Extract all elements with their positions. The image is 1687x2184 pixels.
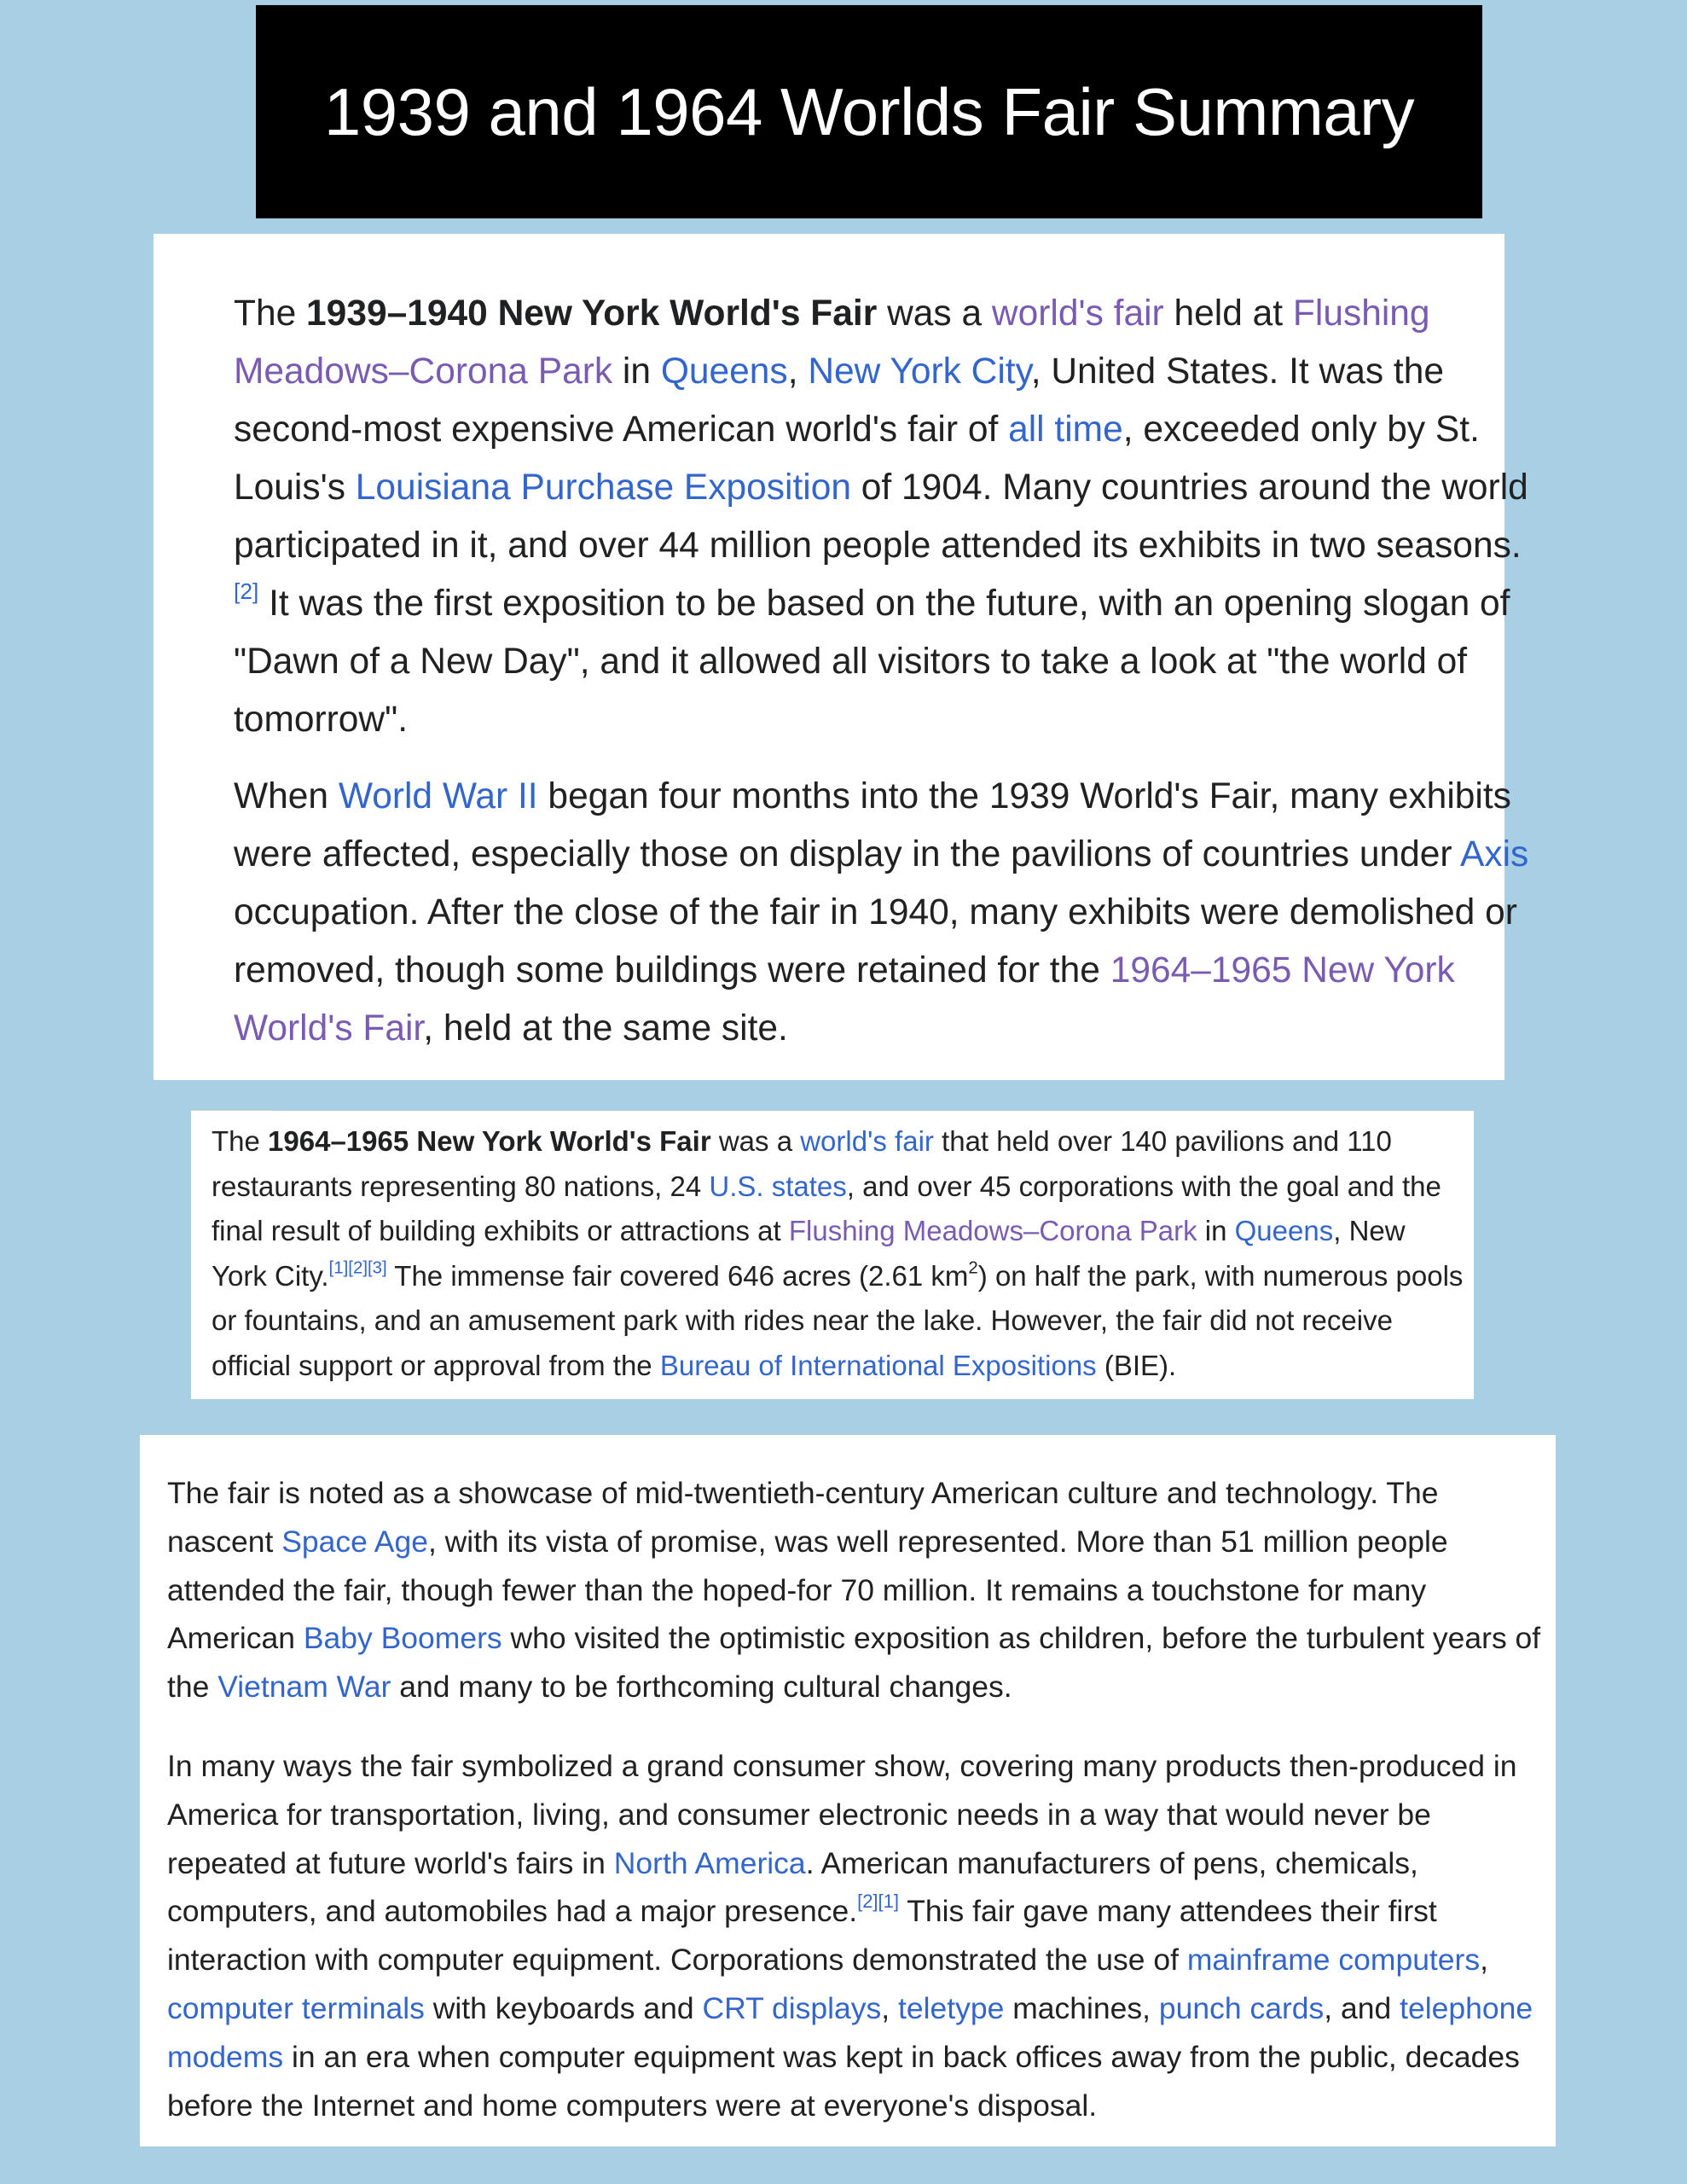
text: held at — [1163, 293, 1293, 334]
link-axis[interactable]: Axis — [1460, 834, 1529, 874]
link-flushing-meadows[interactable]: Flushing Meadows–Corona Park — [234, 293, 1430, 392]
text: began four months into the 1939 World's Fair, many exhibits were affected, especially those on display in the pavilions of countries under — [234, 776, 1511, 874]
text: and many to be forthcoming cultural changes. — [391, 1670, 1012, 1705]
link-worlds-fair[interactable]: world's fair — [800, 1125, 934, 1157]
link-worlds-fair[interactable]: world's fair — [991, 293, 1164, 334]
link-teletype[interactable]: teletype — [898, 1990, 1005, 2025]
citation-link[interactable]: [2][1] — [857, 1891, 899, 1913]
text: (BIE). — [1096, 1349, 1177, 1381]
legacy-paragraph-1 — [167, 1469, 1549, 1711]
text: The fair is noted as a showcase of mid-twentieth-century American culture and technology. The nascent — [167, 1476, 1439, 1559]
text: . American manufacturers of pens, chemicals, computers, and automobiles had a major presence. — [167, 1845, 1418, 1929]
citation — [234, 578, 258, 604]
text: was a — [877, 293, 992, 334]
citation-link[interactable]: [1][2][3] — [328, 1257, 387, 1277]
link-1964-fair[interactable]: 1964–1965 New York World's Fair — [234, 950, 1455, 1048]
text: , — [881, 1990, 898, 2025]
text: , exceeded only by St. Louis's — [234, 410, 1480, 508]
citation — [857, 1891, 899, 1913]
link-queens[interactable]: Queens — [660, 351, 788, 392]
title-banner — [256, 5, 1482, 218]
text: When — [234, 776, 339, 816]
text: The immense fair covered 646 acres (2.61 km — [386, 1259, 969, 1292]
page-title: 1939 and 1964 Worlds Fair Summary — [323, 73, 1415, 149]
link-vietnam-war[interactable]: Vietnam War — [217, 1670, 391, 1705]
link-crt-displays[interactable]: CRT displays — [702, 1990, 882, 2025]
link-computer-terminals[interactable]: computer terminals — [167, 1990, 425, 2025]
legacy-panel — [140, 1435, 1556, 2146]
link-bie[interactable]: Bureau of International Expositions — [659, 1349, 1097, 1381]
bold-title: 1939–1940 New York World's Fair — [306, 293, 878, 334]
fair-1964-panel — [191, 1111, 1474, 1399]
text: , New York City. — [212, 1215, 1406, 1292]
text: , United States. It was the second-most expensive American world's fair of — [234, 351, 1444, 450]
text: The — [212, 1125, 269, 1157]
text: that held over 140 pavilions and 110 restaurants representing 80 nations, 24 — [212, 1125, 1392, 1202]
text: This fair gave many attendees their first interaction with computer equipment. Corporations demonstrated the use of — [167, 1894, 1437, 1978]
link-all-time[interactable]: all time — [1008, 410, 1123, 450]
text: , — [1480, 1943, 1488, 1978]
link-us-states[interactable]: U.S. states — [709, 1170, 847, 1202]
text: , and over 45 corporations with the goal and the final result of building exhibits or attractions at — [212, 1170, 1441, 1246]
link-telephone-modems[interactable]: telephone modems — [167, 1990, 1533, 2074]
text: machines, — [1004, 1990, 1159, 2025]
text: in — [612, 351, 661, 392]
fair-1939-paragraph-1 — [234, 285, 1530, 749]
link-flushing-meadows[interactable]: Flushing Meadows–Corona Park — [788, 1215, 1197, 1246]
text: who visited the optimistic exposition as children, before the turbulent years of the — [167, 1621, 1541, 1705]
fair-1939-paragraph-2 — [234, 768, 1530, 1058]
link-punch-cards[interactable]: punch cards — [1158, 1990, 1325, 2025]
text: In many ways the fair symbolized a grand consumer show, covering many products then-produced in America for transportation, living, and consumer electronic needs in a way that would never be repeated at future world's fairs in — [167, 1748, 1517, 1880]
text: , with its vista of promise, was well represented. More than 51 million people attended the fair, though fewer than the hoped-for 70 million. It remains a touchstone for many American — [167, 1524, 1448, 1656]
link-queens[interactable]: Queens — [1234, 1215, 1334, 1246]
text: , — [787, 351, 809, 392]
citation-link[interactable]: [2] — [234, 578, 259, 605]
link-louisiana-purchase[interactable]: Louisiana Purchase Exposition — [355, 468, 851, 508]
legacy-paragraph-2 — [167, 1742, 1549, 2129]
text: was a — [710, 1125, 801, 1157]
link-baby-boomers[interactable]: Baby Boomers — [303, 1621, 502, 1656]
citation — [329, 1258, 387, 1277]
text: The — [234, 293, 307, 334]
text: occupation. After the close of the fair in 1940, many exhibits were demolished or removed, though some buildings were retained for the — [234, 892, 1517, 990]
link-mainframe-computers[interactable]: mainframe computers — [1186, 1943, 1481, 1978]
text: in an era when computer equipment was kept in back offices away from the public, decades before the Internet and home computers were at everyone's disposal. — [167, 2039, 1520, 2123]
text: It was the first exposition to be based on the future, with an opening slogan of "Dawn of a New Day", and it allowed all visitors to take a look at "the world of tomorrow". — [234, 584, 1510, 740]
text: ) on half the park, with numerous pools or fountains, and an amusement park with rides near the lake. However, the fair did not receive official support or approval from the — [212, 1259, 1464, 1381]
link-world-war-ii[interactable]: World War II — [338, 776, 538, 816]
fair-1964-paragraph — [212, 1119, 1465, 1388]
text: , and — [1324, 1990, 1400, 2025]
superscript-2: 2 — [968, 1257, 978, 1277]
link-new-york-city[interactable]: New York City — [808, 351, 1031, 392]
bold-title: 1964–1965 New York World's Fair — [268, 1125, 711, 1157]
text: in — [1197, 1215, 1235, 1246]
text: with keyboards and — [424, 1990, 703, 2025]
fair-1939-panel — [154, 234, 1529, 1080]
link-space-age[interactable]: Space Age — [281, 1524, 428, 1559]
text: of 1904. Many countries around the world participated in it, and over 44 million people attended its exhibits in two seasons. — [234, 468, 1528, 566]
text: , held at the same site. — [423, 1008, 788, 1048]
link-north-america[interactable]: North America — [613, 1845, 806, 1880]
